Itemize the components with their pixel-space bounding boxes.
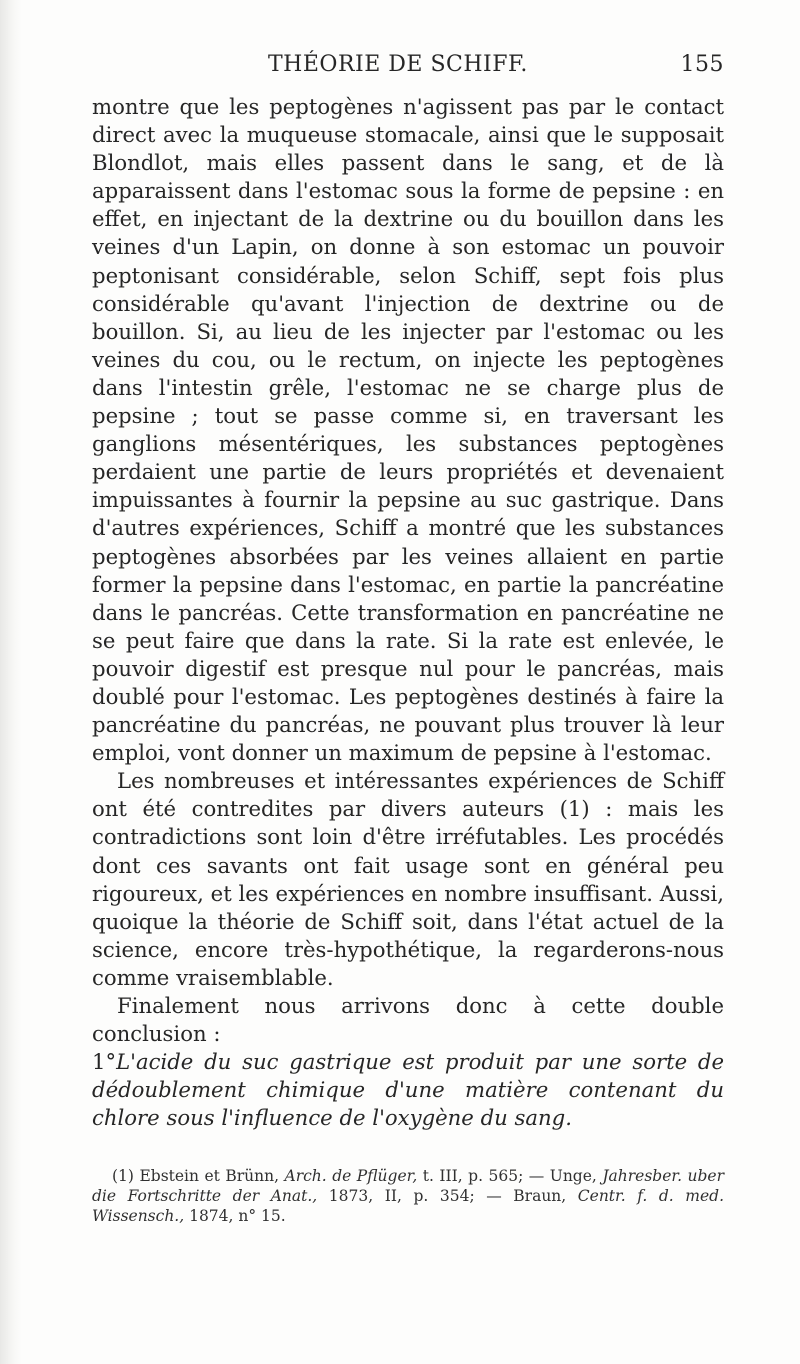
footnote-part-7: 1874, n° 15. — [184, 1207, 286, 1225]
running-title: THÉORIE DE SCHIFF. — [268, 52, 528, 77]
footnote-marker: (1) — [112, 1167, 134, 1185]
footnote-journal-1: Arch. de Pflüger, — [284, 1167, 418, 1185]
conclusion-number: 1° — [92, 1049, 117, 1075]
footnote-paragraph — [92, 1166, 724, 1226]
footnote-part-5: 1873, II, p. 354; — Braun, — [317, 1187, 578, 1205]
conclusion-paragraph — [92, 1048, 724, 1132]
page-number: 155 — [680, 52, 724, 77]
paragraph-3: Finalement nous arrivons donc à cette double conclusion : — [92, 993, 724, 1047]
footnote-part-3: t. III, p. 565; — Unge, — [417, 1167, 603, 1185]
running-head — [92, 52, 724, 84]
body-text — [92, 93, 724, 1132]
footnote-part-1: Ebstein et Brünn, — [133, 1167, 285, 1185]
footnote-journal-2: Jahresber. uber die Fortschritte der Anat., — [92, 1167, 724, 1205]
footnote — [92, 1166, 724, 1226]
paragraph-2: Les nombreuses et intéressantes expériences de Schiff ont été contredites par divers auteurs (1) : mais les contradictions sont loin d'être irréfutables. Les procédés dont ces savants ont fait usage sont en général peu rigoureux, et les expériences en nombre insuffisant. Aussi, quoique la théorie de Schiff soit, dans l'état actuel de la science, encore très-hypothétique, la regarderons-nous comme vraisemblable. — [92, 768, 724, 990]
footnote-journal-3: Centr. f. d. med. Wissensch., — [92, 1187, 725, 1225]
paragraph-1: montre que les peptogènes n'agissent pas par le contact direct avec la muqueuse stomacale, ainsi que le supposait Blondlot, mais elles passent dans le sang, et de là apparaissent dans l'estomac sous la forme de pepsine : en effet, en injectant de la dextrine ou du bouillon dans les veines d'un Lapin, on donne à son estomac un pouvoir peptonisant considérable, selon Schiff, sept fois plus considérable qu'avant l'injection de dextrine ou de bouillon. Si, au lieu de les injecter par l'estomac ou les veines du cou, ou le rectum, on injecte les peptogènes dans l'intestin grêle, l'estomac ne se charge plus de pepsine ; tout se passe comme si, en traversant les ganglions mésentériques, les substances peptogènes perdaient une partie de leurs propriétés et devenaient impuissantes à fournir la pepsine au suc gastrique. Dans d'autres expériences, Schiff a montré que les substances peptogènes absorbées par les veines allaient en partie former la pepsine dans l'estomac, en partie la pancréatine dans le pancréas. Cette transformation en pancréatine ne se peut faire que dans la rate. Si la rate est enlevée, le pouvoir digestif est presque nul pour le pancréas, mais doublé pour l'estomac. Les peptogènes destinés à faire la pancréatine du pancréas, ne pouvant plus trouver là leur emploi, vont donner un maximum de pepsine à l'estomac. — [92, 94, 724, 766]
page-gutter-shadow — [0, 0, 22, 1364]
conclusion-text: L'acide du suc gastrique est produit par une sorte de dédoublement chimique d'une matière contenant du chlore sous l'influence de l'oxygène du sang. — [92, 1049, 724, 1131]
